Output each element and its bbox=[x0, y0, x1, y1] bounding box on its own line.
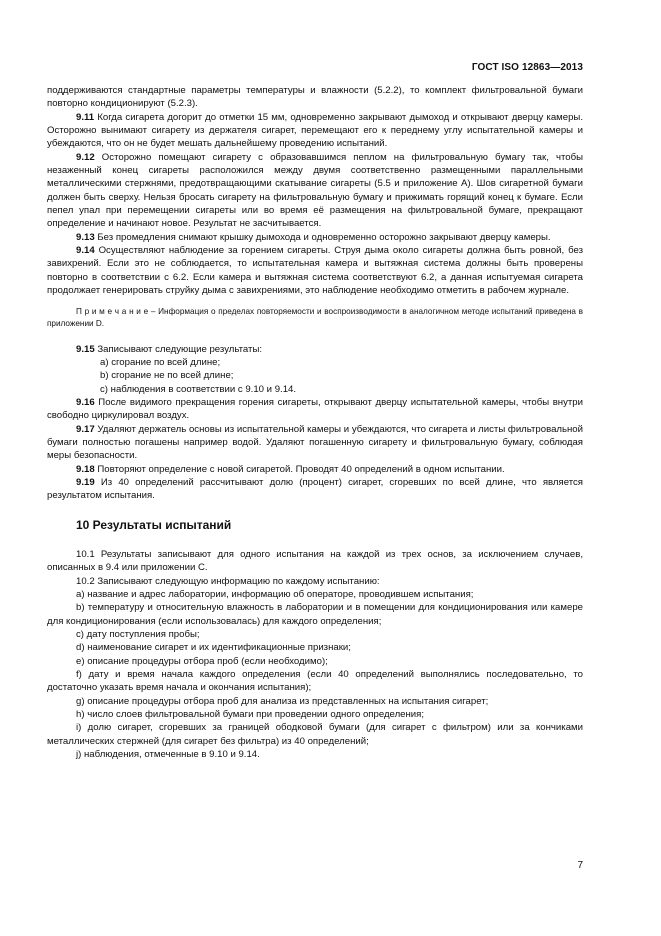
paragraph-9-18 bbox=[47, 463, 583, 476]
document-header: ГОСТ ISO 12863—2013 bbox=[471, 62, 583, 73]
list-item: i) долю сигарет, сгоревших за границей ободковой бумаги (для сигарет с фильтром) или за кончиками металлических стержней (для сигарет без фильтра) из 40 определений; bbox=[47, 722, 583, 747]
paragraph-continuation: поддерживаются стандартные параметры температуры и влажности (5.2.2), то комплект фильтровальной бумаги повторно кондиционируют (5.2.3). bbox=[47, 85, 583, 110]
clause-text: Повторяют определение с новой сигаретой. Проводят 40 определений в одном испытании. bbox=[94, 463, 505, 475]
document-body bbox=[47, 84, 583, 761]
clause-number: 9.11 bbox=[76, 111, 95, 123]
list-item: а) сгорание по всей длине; bbox=[100, 356, 221, 368]
list-item: c) дату поступления пробы; bbox=[76, 629, 200, 641]
clause-number: 9.12 bbox=[76, 151, 95, 163]
clause-text: Из 40 определений рассчитывают долю (процент) сигарет, сгоревших по всей длине, что является результатом испытания. bbox=[47, 476, 583, 502]
paragraph-9-15 bbox=[47, 343, 583, 356]
list-item: d) наименование сигарет и их идентификационные признаки; bbox=[76, 642, 351, 654]
paragraph-9-17 bbox=[47, 423, 583, 463]
paragraph-9-19 bbox=[47, 476, 583, 503]
clause-number: 9.16 bbox=[76, 396, 95, 408]
paragraph-9-12 bbox=[47, 151, 583, 231]
paragraph-9-11 bbox=[47, 111, 583, 151]
paragraph-9-13 bbox=[47, 231, 583, 244]
paragraph-9-16 bbox=[47, 396, 583, 423]
clause-text: Записывают следующие результаты: bbox=[94, 343, 263, 355]
paragraph-10-1: 10.1 Результаты записывают для одного испытания на каждой из трех основ, за исключением случаев, описанных в 9.4 или приложении С. bbox=[47, 548, 583, 574]
list-item: е) описание процедуры отбора проб (если необходимо); bbox=[76, 655, 328, 667]
clause-number: 9.19 bbox=[76, 476, 95, 488]
page-number: 7 bbox=[577, 860, 583, 871]
list-item: j) наблюдения, отмеченные в 9.10 и 9.14. bbox=[76, 749, 260, 761]
clause-number: 9.13 bbox=[76, 231, 95, 243]
paragraph-10-2: 10.2 Записывают следующую информацию по каждому испытанию: bbox=[76, 575, 380, 587]
clause-number: 9.17 bbox=[76, 423, 95, 435]
list-item: а) название и адрес лаборатории, информацию об операторе, проводившем испытания; bbox=[76, 589, 474, 600]
list-item: b) температуру и относительную влажность в лаборатории и в помещении для кондиционирования или камере для кондиционирования (если использовалась) для каждого определения; bbox=[47, 602, 583, 627]
list-item: h) число слоев фильтровальной бумаги при проведении одного определения; bbox=[76, 709, 425, 721]
paragraph-9-14 bbox=[47, 244, 583, 297]
clause-text: Без промедления снимают крышку дымохода и одновременно осторожно закрывают дверцу камеры. bbox=[94, 231, 551, 243]
note: П р и м е ч а н и е – Информация о пределах повторяемости и воспроизводимости в аналогичном методе испытаний приведена в приложении D. bbox=[47, 306, 583, 328]
clause-text: После видимого прекращения горения сигареты, открывают дверцу испытательной камеры, чтобы внутри свободно циркулировал воздух. bbox=[47, 396, 583, 422]
clause-text: Осторожно помещают сигарету с образовавшимся пеплом на фильтровальную бумагу так, чтобы незаженный конец сигареты расположился между двумя соответственно размещенными параллельными металлическими стержнями, предотвращающими скатывание сигареты (5.5 и приложение А). Шов сигаретной бумаги должен быть сверху. Нельзя бросать сигарету на фильтровальную бумагу и прижимать горящий конец к бумаге. Если пепел упал при перемещении сигареты или во время её размещения на фильтровальной бумаге, прекращают определение и начинают новое. Результат не засчитывается. bbox=[47, 151, 583, 230]
list-item: c) наблюдения в соответствии с 9.10 и 9.14. bbox=[100, 383, 297, 395]
clause-text: Удаляют держатель основы из испытательной камеры и убеждаются, что сигарета и листы фильтровальной бумаги полностью погашены например водой. Удаляют погашенную сигарету и фильтровальную бумагу, соблюдая меры безопасности. bbox=[47, 423, 583, 462]
list-item: g) описание процедуры отбора проб для анализа из представленных на испытания сигарет; bbox=[76, 695, 489, 707]
list-item: f) дату и время начала каждого определения (если 40 определений выполнялись последовательно, то достаточно указать время начала и окончания испытания); bbox=[47, 669, 583, 694]
list-item: b) сгорание не по всей длине; bbox=[100, 370, 234, 382]
section-heading: 10 Результаты испытаний bbox=[76, 517, 232, 532]
clause-text: Когда сигарета догорит до отметки 15 мм, одновременно закрывают дымоход и открывают дверцу камеры. Осторожно вынимают сигарету из держателя сигарет, перемещают его к переднему углу испытательной камеры и убеждаются, что он не будет мешать дальнейшему проведению испытаний. bbox=[47, 111, 583, 150]
clause-number: 9.15 bbox=[76, 343, 95, 355]
clause-number: 9.18 bbox=[76, 463, 95, 475]
clause-number: 9.14 bbox=[76, 245, 95, 257]
clause-text: Осуществляют наблюдение за горением сигареты. Струя дыма около сигареты должна быть ровной, без завихрений. Если это не соблюдается, то испытательная камера и вытяжная система должны быть проверены повторно в соответствии с 6.2. Если камера и вытяжная система соответствуют 6.2, а данная испытуемая сигарета продолжает генерировать струйку дыма с завихрениями, это наблюдение необходимо отметить в рабочем журнале. bbox=[47, 245, 583, 297]
